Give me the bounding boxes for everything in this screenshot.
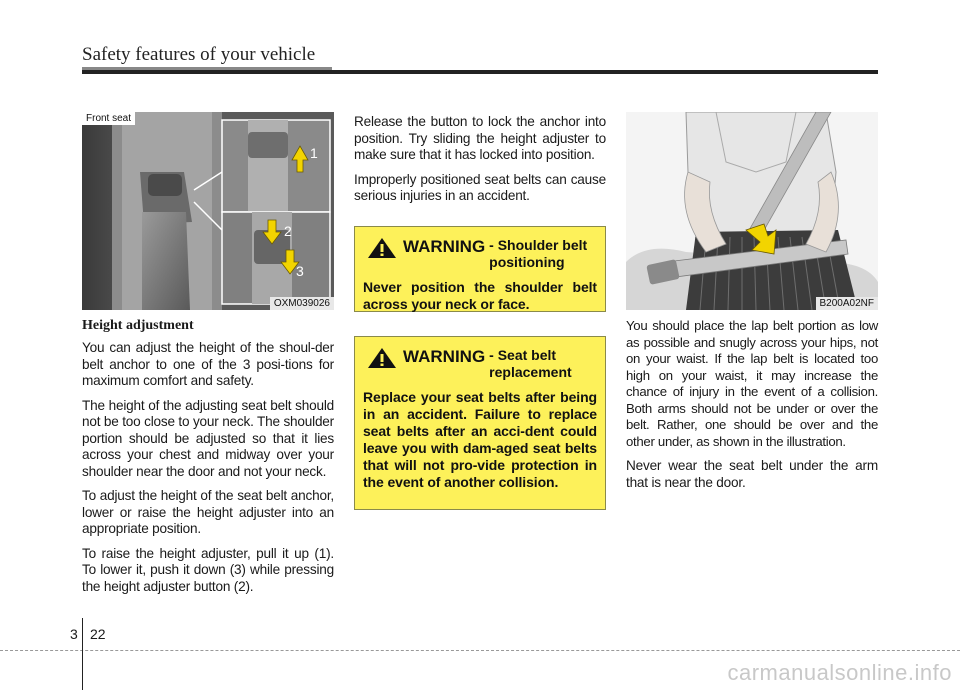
paragraph: Improperly positioned seat belts can cause serious injuries in an accident. <box>354 171 606 203</box>
page-number: 22 <box>90 626 106 642</box>
warning-box-shoulder-belt <box>354 226 606 312</box>
warning-word: WARNING <box>403 237 486 256</box>
warning-body: Never position the shoulder belt across your neck or face. <box>363 279 597 312</box>
seat-belt-anchor-photo <box>82 112 334 310</box>
warning-word: WARNING <box>403 347 486 366</box>
lap-belt-illustration <box>626 112 878 310</box>
figure-code: B200A02NF <box>816 297 878 310</box>
warning-triangle-icon <box>367 237 397 259</box>
warning-body: Replace your seat belts after being in an accident. Failure to replace seat belts after an acci-dent could leave you with dam-aged seat belts that will not pro-vide protection in the event of another collision. <box>363 389 597 490</box>
watermark: carmanualsonline.info <box>727 660 952 685</box>
chapter-number: 3 <box>70 626 78 642</box>
callout-3: 3 <box>296 263 304 279</box>
paragraph: Release the button to lock the anchor into position. Try sliding the height adjuster to make sure that it has locked into position. <box>354 114 606 162</box>
warning-subtitle: - Seat belt replacement <box>489 347 572 380</box>
footer-divider <box>82 618 83 690</box>
figure-label: Front seat <box>82 112 135 125</box>
lap-belt-drawing <box>626 112 878 310</box>
header-rule <box>82 70 878 74</box>
callout-2: 2 <box>284 223 292 239</box>
warning-header <box>363 237 597 271</box>
anchor-photo-illustration <box>82 112 334 310</box>
column-right-text <box>626 318 878 499</box>
footer-dashed-line <box>0 650 960 651</box>
paragraph: To adjust the height of the seat belt anchor, lower or raise the height adjuster into an appropriate position. <box>82 488 334 536</box>
column-middle-text <box>354 114 606 213</box>
paragraph: Never wear the seat belt under the arm that is near the door. <box>626 458 878 490</box>
figure-code: OXM039026 <box>270 297 334 310</box>
paragraph: You can adjust the height of the shoul-der belt anchor to one of the 3 posi-tions for maximum comfort and safety. <box>82 340 334 388</box>
column-left-text <box>82 318 334 603</box>
paragraph: The height of the adjusting seat belt should not be too close to your neck. The shoulder portion should be adjusted so that it lies across your chest and midway over your shoulder near the door and not your neck. <box>82 397 334 479</box>
warning-triangle-icon <box>367 347 397 369</box>
section-heading: Height adjustment <box>82 318 194 333</box>
paragraph: To raise the height adjuster, pull it up (1). To lower it, push it down (3) while pressing the height adjuster button (2). <box>82 545 334 594</box>
page-header-title: Safety features of your vehicle <box>82 44 316 65</box>
callout-1: 1 <box>310 145 318 161</box>
warning-subtitle: - Shoulder belt positioning <box>489 237 588 270</box>
paragraph: You should place the lap belt portion as low as possible and snugly across your hips, not on your waist. If the lap belt is located too high on your waist, it may increase the chance of injury in the event of a collision. Both arms should not be under or over the belt. Rather, one should be over and the other under, as shown in the illustration. <box>626 318 878 449</box>
warning-header <box>363 347 597 381</box>
warning-box-seat-belt-replacement <box>354 336 606 510</box>
